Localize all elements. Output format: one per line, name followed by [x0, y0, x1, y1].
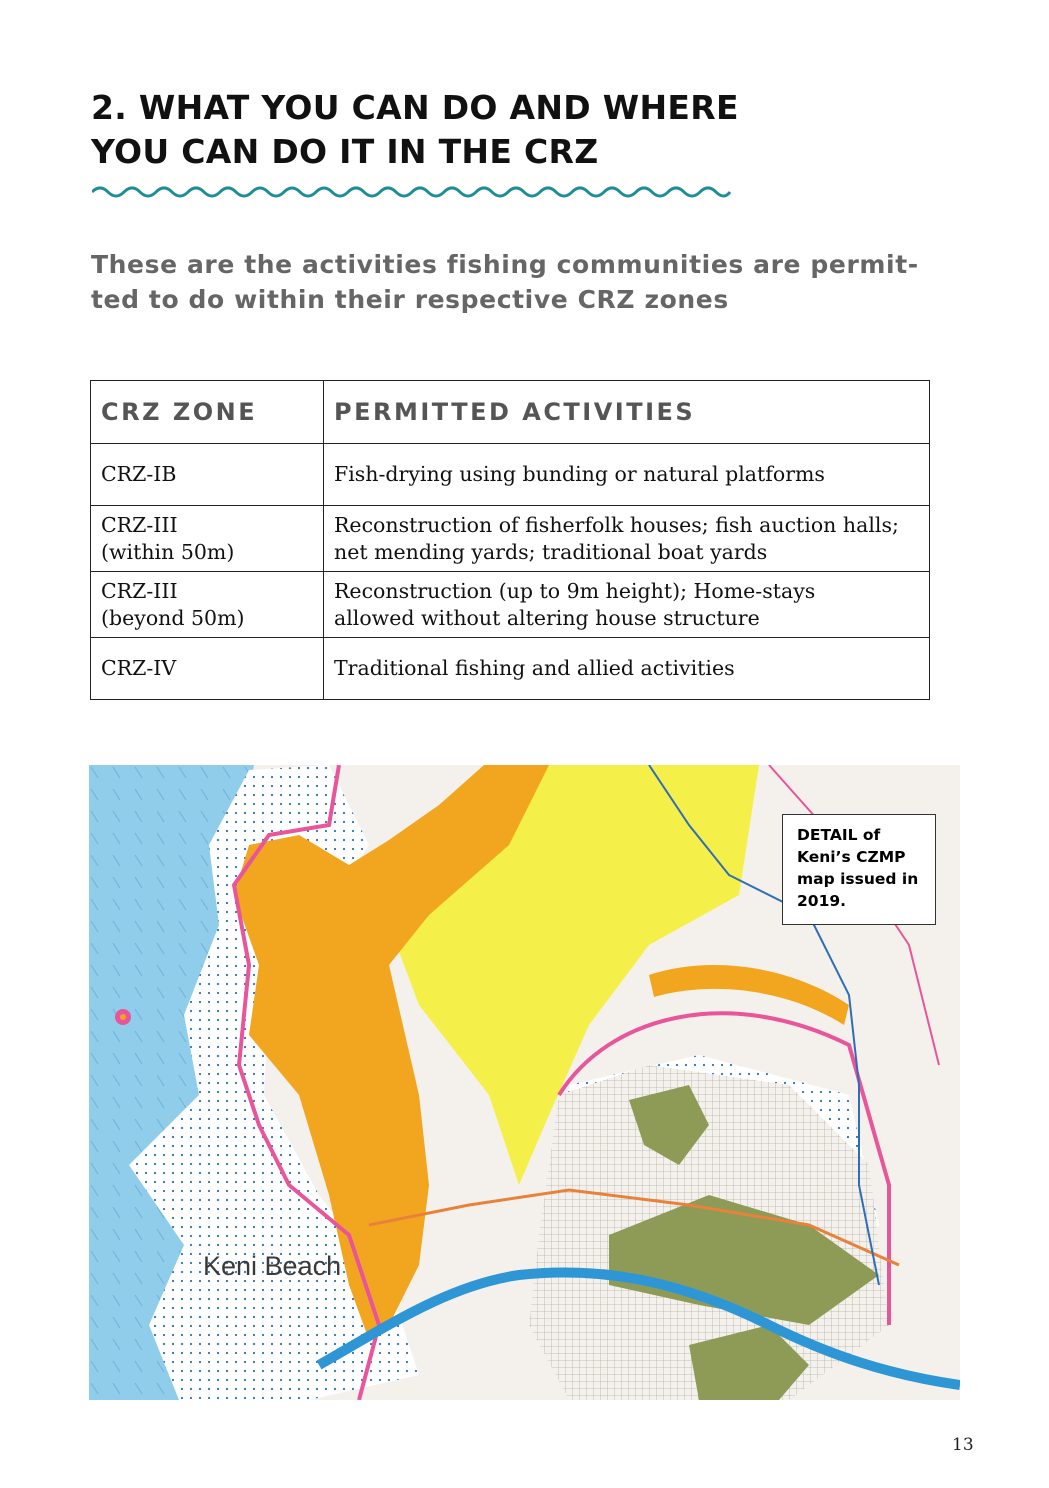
map-caption-line: Keni’s CZMP [797, 848, 906, 866]
activities-text: Reconstruction (up to 9m height); Home-stays [334, 578, 816, 603]
map-caption-box [782, 814, 936, 925]
map-caption-line: 2019. [797, 892, 847, 910]
zone-qualifier: (beyond 50m) [101, 605, 245, 630]
table-row [91, 572, 930, 638]
zone-name: CRZ-IV [101, 656, 177, 680]
column-header-zone: CRZ ZONE [91, 381, 324, 444]
intro-line-1: These are the activities fishing communities are permit- [91, 250, 919, 279]
section-title-line-1: 2. WHAT YOU CAN DO AND WHERE [91, 88, 739, 127]
activities-cell [324, 638, 930, 700]
czmp-map [89, 765, 960, 1400]
zone-qualifier: (within 50m) [101, 539, 235, 564]
intro-text [91, 247, 951, 317]
zone-cell [91, 572, 324, 638]
wave-divider [92, 180, 732, 204]
activities-text: Reconstruction of fisherfolk houses; fish auction halls; [334, 512, 899, 537]
activities-text: allowed without altering house structure [334, 605, 760, 630]
table-header-row [91, 381, 930, 444]
crz-activities-table [90, 380, 930, 700]
map-caption-line: map issued in [797, 870, 919, 888]
page-number: 13 [952, 1435, 974, 1455]
intro-line-2: ted to do within their respective CRZ zones [91, 285, 729, 314]
activities-cell [324, 506, 930, 572]
map-caption-line: DETAIL of [797, 826, 881, 844]
table-row [91, 638, 930, 700]
zone-cell [91, 638, 324, 700]
activities-cell [324, 572, 930, 638]
section-title-line-2: YOU CAN DO IT IN THE CRZ [91, 132, 599, 171]
table-row [91, 444, 930, 506]
zone-cell [91, 506, 324, 572]
zone-name: CRZ-IB [101, 462, 177, 486]
section-title [91, 86, 739, 174]
keni-beach-label: Keni Beach [203, 1251, 342, 1281]
table-row [91, 506, 930, 572]
activities-cell [324, 444, 930, 506]
zone-name: CRZ-III [101, 512, 178, 537]
activities-text: Traditional fishing and allied activities [334, 656, 735, 680]
zone-cell [91, 444, 324, 506]
zone-name: CRZ-III [101, 578, 178, 603]
activities-text: Fish-drying using bunding or natural platforms [334, 462, 825, 486]
column-header-activities: PERMITTED ACTIVITIES [324, 381, 930, 444]
map-marker-center [120, 1014, 126, 1020]
activities-text: net mending yards; traditional boat yards [334, 539, 768, 564]
